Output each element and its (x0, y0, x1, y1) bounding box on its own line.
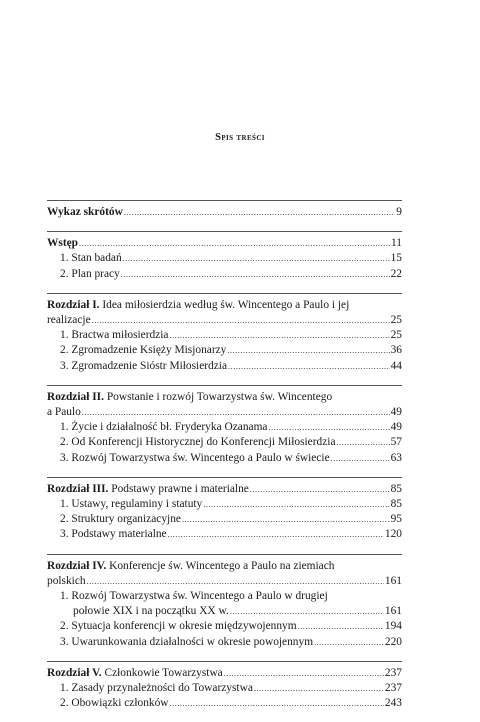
page-number: 36 (390, 344, 402, 357)
toc-entry-text: 3. Zgromadzenie Sióstr Miłosierdzia (60, 359, 228, 372)
page-number: 25 (390, 329, 402, 342)
page-number: 237 (384, 682, 402, 695)
toc-entry (47, 405, 402, 420)
toc-entry (47, 205, 402, 220)
toc-entry-label: Rozdział III. (47, 482, 109, 495)
dot-leader (87, 574, 384, 589)
page-number: 85 (390, 482, 402, 495)
toc-entry-title (47, 205, 123, 220)
toc-entry-text: 2. Plan pracy (60, 267, 120, 280)
dot-leader (168, 527, 384, 542)
toc-entry-text: Powstanie i rozwój Towarzystwa św. Wincentego (103, 390, 333, 403)
dot-leader (182, 512, 390, 527)
page-number: 11 (391, 237, 402, 250)
page-number: 25 (390, 314, 402, 327)
toc-entry-text: Idea miłosierdzia według św. Wincentego a Paulo i jej (99, 298, 350, 311)
toc-entry-text: 2. Sytuacja konferencji w okresie międzywojennym (60, 620, 297, 633)
toc-entry (47, 512, 402, 527)
page-number: 44 (390, 359, 402, 372)
dot-leader (254, 681, 384, 696)
toc-entry (47, 267, 402, 282)
toc-entry-text: 1. Bractwa miłosierdzia (60, 329, 169, 342)
page-number: 220 (384, 635, 402, 648)
toc-entry-title (47, 559, 335, 574)
toc-entry-text: 2. Zgromadzenie Księży Misjonarzy (60, 344, 227, 357)
toc-entry-label: Rozdział IV. (47, 559, 107, 572)
toc-entry-title (47, 482, 249, 497)
dot-leader (224, 666, 384, 681)
toc-heading: Spis treści (215, 132, 265, 143)
dot-leader (337, 435, 390, 450)
toc-entry-text: 1. Stan badań (60, 252, 122, 265)
dot-leader (82, 405, 390, 420)
toc-entry-text: 3. Uwarunkowania działalności w okresie powojennym (60, 635, 314, 648)
toc-entry (47, 251, 402, 266)
toc-entry (47, 328, 402, 343)
toc-entry-text: polskich (47, 574, 86, 587)
toc-entry-title (60, 267, 120, 282)
toc-section (47, 554, 402, 650)
toc-entry-title (47, 236, 78, 251)
toc-section (47, 661, 402, 712)
dot-leader (170, 696, 384, 711)
toc-entry-label: Rozdział II. (47, 390, 104, 403)
page-number: 49 (390, 421, 402, 434)
toc-section (47, 385, 402, 466)
page-number: 9 (396, 206, 402, 218)
toc-entry (47, 390, 402, 405)
toc-section (47, 200, 402, 220)
toc-entry-title (47, 574, 86, 589)
table-of-contents (47, 200, 402, 722)
toc-entry-text: Członkowie Towarzystwa (101, 666, 223, 679)
dot-leader (268, 420, 389, 435)
toc-section (47, 293, 402, 374)
toc-entry-label: Rozdział V. (47, 666, 102, 679)
toc-section (47, 477, 402, 543)
toc-entry-text: 2. Od Konferencji Historycznej do Konferencji Miłosierdzia (60, 436, 336, 449)
toc-entry-text: 3. Rozwój Towarzystwa św. Wincentego a Paulo w świecie (60, 451, 330, 464)
toc-entry-text: Podstawy prawne i materialne (108, 482, 249, 495)
toc-entry (47, 604, 402, 619)
toc-entry-text: realizacje (47, 314, 91, 327)
dot-leader (228, 359, 390, 374)
dot-leader (79, 236, 390, 251)
page-number: 49 (390, 406, 402, 419)
page-number: 120 (384, 528, 402, 541)
page-number: 95 (390, 513, 402, 526)
page-number: 161 (384, 605, 402, 618)
toc-entry-title (73, 604, 229, 619)
toc-entry-text: 1. Rozwój Towarzystwa św. Wincentego a Paulo w drugiej (60, 590, 328, 603)
dot-leader (121, 267, 390, 282)
toc-entry-text: 3. Podstawy materialne (60, 528, 167, 541)
toc-entry (47, 635, 402, 650)
toc-entry (47, 359, 402, 374)
toc-entry-title (60, 497, 202, 512)
toc-entry-title (47, 390, 332, 405)
toc-entry-text: 2. Struktury organizacyjne (60, 513, 181, 526)
dot-leader (170, 328, 390, 343)
dot-leader (92, 313, 390, 328)
toc-entry-text: a Paulo (47, 406, 81, 419)
toc-entry-title (60, 420, 267, 435)
toc-entry-title (60, 359, 227, 374)
toc-entry (47, 619, 402, 634)
toc-entry (47, 559, 402, 574)
toc-entry (47, 681, 402, 696)
page-number: 243 (384, 697, 402, 710)
dot-leader (124, 205, 395, 220)
toc-entry-text: 1. Ustawy, regulaminy i statuty (60, 498, 203, 511)
page-number: 57 (390, 436, 402, 449)
toc-entry-title (60, 251, 122, 266)
toc-entry-text: 2. Obowiązki członków (60, 697, 169, 710)
dot-leader (230, 604, 384, 619)
toc-entry-text: 1. Życie i działalność bł. Fryderyka Ozanama (60, 421, 268, 434)
page-number: 194 (384, 620, 402, 633)
toc-entry (47, 574, 402, 589)
toc-entry (47, 236, 402, 251)
toc-entry (47, 343, 402, 358)
toc-entry (47, 420, 402, 435)
page-number: 15 (390, 252, 402, 265)
toc-entry (47, 451, 402, 466)
toc-entry-label: Wykaz skrótów (47, 206, 123, 218)
toc-entry-title (60, 589, 328, 604)
toc-entry-title (60, 328, 169, 343)
toc-entry-text: połowie XIX i na początku XX w. (73, 605, 229, 618)
toc-entry-title (60, 527, 167, 542)
toc-section (47, 231, 402, 282)
dot-leader (250, 482, 390, 497)
toc-entry (47, 435, 402, 450)
toc-entry (47, 497, 402, 512)
toc-entry-title (60, 512, 181, 527)
dot-leader (123, 251, 390, 266)
toc-entry (47, 313, 402, 328)
toc-entry-title (60, 451, 330, 466)
dot-leader (227, 343, 389, 358)
toc-entry-text: 1. Zasady przynależności do Towarzystwa (60, 682, 253, 695)
toc-entry (47, 298, 402, 313)
toc-entry-label: Rozdział I. (47, 298, 100, 311)
toc-entry-label: Wstęp (47, 237, 79, 250)
dot-leader (298, 619, 384, 634)
toc-entry-title (60, 681, 253, 696)
toc-entry-title (60, 619, 297, 634)
toc-entry (47, 696, 402, 711)
toc-entry (47, 589, 402, 604)
page-number: 22 (390, 267, 402, 280)
toc-entry (47, 482, 402, 497)
toc-entry-title (47, 666, 223, 681)
toc-entry-title (47, 405, 81, 420)
page-number: 85 (390, 498, 402, 511)
toc-entry-title (60, 635, 313, 650)
toc-entry (47, 666, 402, 681)
page-number: 237 (384, 666, 402, 679)
toc-entry-text: Konferencje św. Wincentego a Paulo na ziemiach (106, 559, 335, 572)
dot-leader (331, 451, 390, 466)
toc-entry-title (60, 435, 336, 450)
toc-entry-title (47, 298, 349, 313)
page-number: 63 (390, 451, 402, 464)
toc-entry-title (60, 696, 169, 711)
dot-leader (314, 635, 384, 650)
toc-entry-title (60, 343, 226, 358)
page-number: 161 (384, 574, 402, 587)
dot-leader (203, 497, 389, 512)
toc-entry-title (47, 313, 91, 328)
toc-entry (47, 527, 402, 542)
